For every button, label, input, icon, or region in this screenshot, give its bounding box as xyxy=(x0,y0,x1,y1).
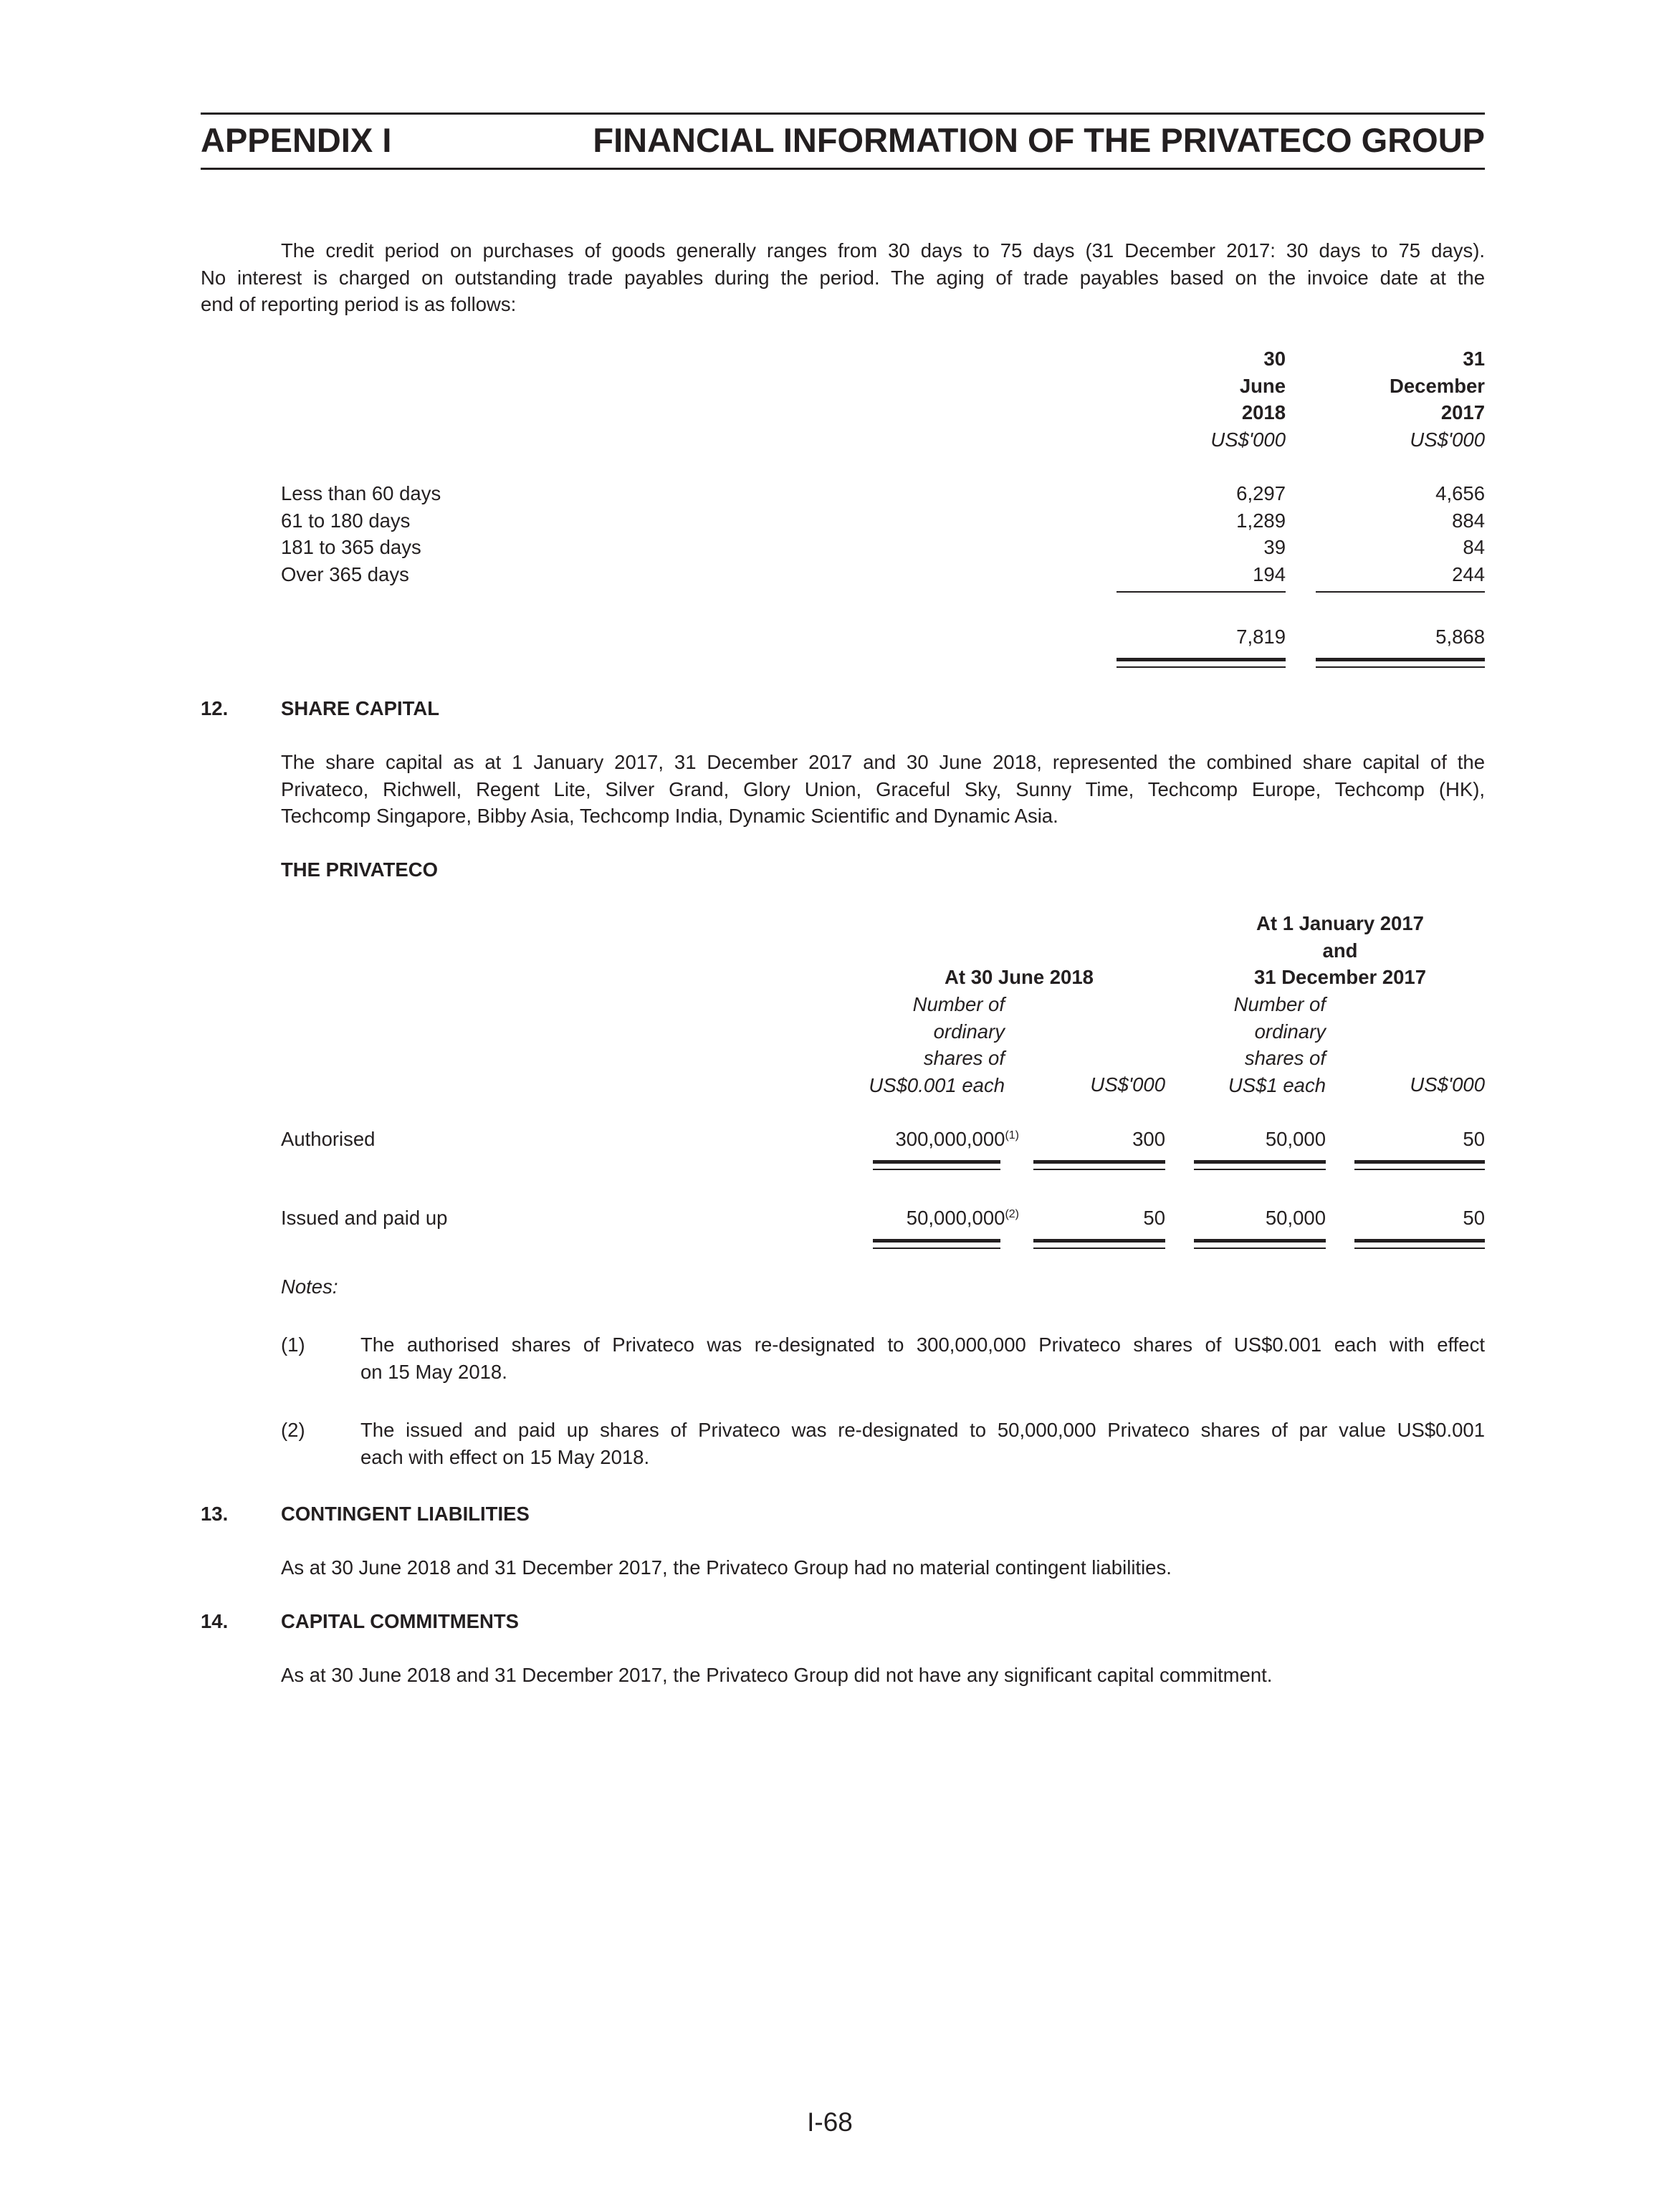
issued-rule-thick-c3 xyxy=(1194,1239,1326,1243)
share-c3-line4: US$1 each xyxy=(1228,1073,1326,1096)
appendix-label: APPENDIX I xyxy=(201,121,392,159)
issued-rule-thick-c4 xyxy=(1354,1239,1485,1243)
section-13-number: 13. xyxy=(201,1503,229,1525)
section-12-line-2: Privateco, Richwell, Regent Lite, Silver Grand, Glory Union, Graceful Sky, Sunny Time, Techcomp Europe, Techcomp (HK), xyxy=(281,777,1485,800)
share-c1-line2: ordinary xyxy=(933,1020,1005,1043)
share-c3-line3: shares of xyxy=(1244,1047,1326,1069)
share-c1-line4: US$0.001 each xyxy=(869,1073,1005,1096)
issued-shares-2017: 50,000 xyxy=(1265,1207,1326,1229)
note-2-line-2: each with effect on 15 May 2018. xyxy=(360,1445,650,1468)
aging-value: 194 xyxy=(1253,562,1286,585)
aging-value: 6,297 xyxy=(1236,482,1286,504)
section-12-line-1: The share capital as at 1 January 2017, 31 December 2017 and 30 June 2018, represented the combined share capital of the xyxy=(281,751,1485,773)
aging-row-label: 181 to 365 days xyxy=(281,536,421,558)
section-14-text: As at 30 June 2018 and 31 December 2017, the Privateco Group did not have any significant capital commitment. xyxy=(281,1664,1273,1686)
privateco-subheading: THE PRIVATECO xyxy=(281,858,438,881)
section-13-heading: CONTINGENT LIABILITIES xyxy=(281,1503,530,1525)
authorised-shares-2018 xyxy=(896,1126,1020,1153)
aging-row-label: Less than 60 days xyxy=(281,482,441,504)
aging-row-labels xyxy=(281,480,441,588)
authorised-rule-thick-c4 xyxy=(1354,1160,1485,1164)
aging-total-rule-thin-2 xyxy=(1316,666,1485,668)
share-c1-line1: Number of xyxy=(912,993,1005,1015)
issued-shares-2018-value: 50,000,000 xyxy=(906,1207,1005,1229)
aging-col1-values xyxy=(1236,480,1286,588)
share-group2-header xyxy=(1197,910,1483,991)
issued-rule-thin-c1 xyxy=(873,1248,1000,1249)
section-12-heading: SHARE CAPITAL xyxy=(281,697,440,719)
intro-line-1: The credit period on purchases of goods generally ranges from 30 days to 75 days (31 December 2017: 30 days to 75 days). xyxy=(281,239,1485,262)
note-2-line-1: The issued and paid up shares of Privateco was re-designated to 50,000,000 Privateco shares of par value US$0.001 xyxy=(360,1419,1485,1441)
share-c2-header: US$'000 xyxy=(1090,1073,1165,1096)
aging-col1-header xyxy=(1210,345,1286,453)
notes-title: Notes: xyxy=(281,1275,338,1298)
authorised-rule-thick-c1 xyxy=(873,1160,1000,1164)
issued-rule-thin-c3 xyxy=(1194,1248,1326,1249)
section-14-heading: CAPITAL COMMITMENTS xyxy=(281,1610,520,1632)
note-1-line-2: on 15 May 2018. xyxy=(360,1360,507,1383)
issued-amount-2017: 50 xyxy=(1463,1207,1485,1229)
intro-line-2: No interest is charged on outstanding trade payables during the period. The aging of trade payables based on the invoice date at the xyxy=(201,266,1485,289)
section-14-number: 14. xyxy=(201,1610,229,1632)
share-group2-line2: and xyxy=(1322,939,1358,962)
share-c4-header: US$'000 xyxy=(1410,1073,1485,1096)
authorised-label: Authorised xyxy=(281,1128,376,1150)
section-12-paragraph xyxy=(281,749,1485,830)
issued-rule-thin-c4 xyxy=(1354,1248,1485,1249)
share-group1-header: At 30 June 2018 xyxy=(945,966,1094,988)
aging-col1-unit: US$'000 xyxy=(1210,428,1286,451)
share-c3-line2: ordinary xyxy=(1254,1020,1326,1043)
aging-value: 39 xyxy=(1263,536,1286,558)
note-2-text xyxy=(360,1417,1485,1470)
aging-subtotal-rule-1 xyxy=(1117,591,1286,593)
share-group2-line3: 31 December 2017 xyxy=(1253,966,1427,988)
aging-value: 4,656 xyxy=(1435,482,1485,504)
aging-row-label: 61 to 180 days xyxy=(281,509,411,532)
intro-line-3: end of reporting period is as follows: xyxy=(201,293,517,315)
authorised-amount-2017: 50 xyxy=(1463,1128,1485,1150)
aging-row-label: Over 365 days xyxy=(281,562,409,585)
aging-total-rule-thick-2 xyxy=(1316,658,1485,661)
aging-col1-line1: 30 xyxy=(1263,348,1286,370)
authorised-shares-2018-value: 300,000,000 xyxy=(895,1128,1005,1150)
section-13-text: As at 30 June 2018 and 31 December 2017, the Privateco Group had no material contingent liabilities. xyxy=(281,1556,1172,1579)
note-ref-2: (2) xyxy=(1005,1207,1019,1220)
authorised-amount-2018: 300 xyxy=(1132,1128,1165,1150)
aging-col1-line2: June xyxy=(1239,374,1286,397)
aging-col2-line2: December xyxy=(1390,374,1485,397)
aging-col2-line1: 31 xyxy=(1463,348,1485,370)
header-top-rule xyxy=(201,112,1485,115)
share-c1-line3: shares of xyxy=(923,1047,1005,1069)
aging-col2-unit: US$'000 xyxy=(1410,428,1485,451)
issued-rule-thick-c1 xyxy=(873,1239,1000,1243)
authorised-rule-thin-c3 xyxy=(1194,1169,1326,1170)
authorised-rule-thin-c4 xyxy=(1354,1169,1485,1170)
note-1-text xyxy=(360,1331,1485,1385)
aging-col1-line3: 2018 xyxy=(1241,401,1286,423)
share-c1-header xyxy=(869,991,1005,1098)
section-12-line-3: Techcomp Singapore, Bibby Asia, Techcomp India, Dynamic Scientific and Dynamic Asia. xyxy=(281,805,1058,827)
aging-total-2: 5,868 xyxy=(1435,626,1485,648)
share-c3-header xyxy=(1228,991,1326,1098)
aging-total-rule-thin-1 xyxy=(1117,666,1286,668)
authorised-rule-thin-c2 xyxy=(1033,1169,1165,1170)
issued-shares-2018 xyxy=(907,1205,1019,1232)
issued-rule-thin-c2 xyxy=(1033,1248,1165,1249)
intro-paragraph xyxy=(201,237,1485,318)
page-number: I-68 xyxy=(807,2107,853,2137)
share-c3-line1: Number of xyxy=(1233,993,1326,1015)
issued-label: Issued and paid up xyxy=(281,1207,448,1229)
section-12-number: 12. xyxy=(201,697,229,719)
aging-value: 84 xyxy=(1463,536,1485,558)
aging-total-rule-thick-1 xyxy=(1117,658,1286,661)
authorised-rule-thick-c3 xyxy=(1194,1160,1326,1164)
note-ref-1: (1) xyxy=(1005,1129,1019,1141)
authorised-rule-thin-c1 xyxy=(873,1169,1000,1170)
note-2-number: (2) xyxy=(281,1419,305,1441)
aging-col2-header xyxy=(1390,345,1485,453)
note-1-line-1: The authorised shares of Privateco was re-designated to 300,000,000 Privateco shares of US$0.001 each with effect xyxy=(360,1334,1485,1356)
authorised-rule-thick-c2 xyxy=(1033,1160,1165,1164)
aging-value: 244 xyxy=(1452,562,1485,585)
issued-amount-2018: 50 xyxy=(1143,1207,1165,1229)
aging-col2-line3: 2017 xyxy=(1440,401,1485,423)
page-title: FINANCIAL INFORMATION OF THE PRIVATECO GROUP xyxy=(593,121,1485,159)
aging-value: 1,289 xyxy=(1236,509,1286,532)
aging-subtotal-rule-2 xyxy=(1316,591,1485,593)
aging-col2-values xyxy=(1435,480,1485,588)
header-bottom-rule xyxy=(201,168,1485,170)
note-1-number: (1) xyxy=(281,1334,305,1356)
aging-total-1: 7,819 xyxy=(1236,626,1286,648)
authorised-shares-2017: 50,000 xyxy=(1265,1128,1326,1150)
share-group2-line1: At 1 January 2017 xyxy=(1256,912,1424,934)
aging-value: 884 xyxy=(1452,509,1485,532)
issued-rule-thick-c2 xyxy=(1033,1239,1165,1243)
